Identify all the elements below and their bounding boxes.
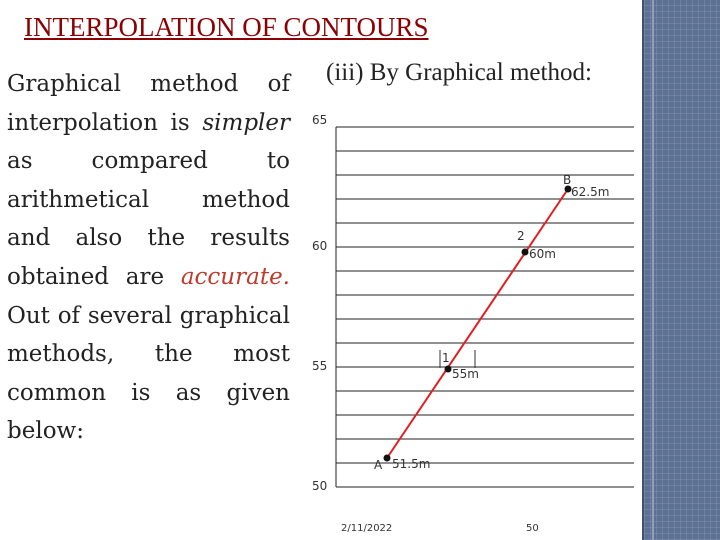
page-number: 50 bbox=[526, 523, 539, 534]
contour-label-65: 65 bbox=[312, 113, 328, 127]
point-b-label: B bbox=[563, 173, 572, 187]
point-a-dot bbox=[384, 455, 391, 462]
diagram-heading: (iii) By Graphical method: bbox=[326, 59, 592, 86]
point-2-dot bbox=[522, 249, 529, 256]
footer-date: 2/11/2022 bbox=[341, 523, 393, 534]
point-1-dot bbox=[445, 366, 452, 373]
body-text-part-2: as compared to arithmetical method and also the results obtained are bbox=[7, 148, 290, 290]
contour-label-55: 55 bbox=[312, 359, 328, 373]
point-1-label: 1 bbox=[442, 351, 450, 365]
emphasis-accurate: accurate. bbox=[180, 263, 290, 290]
point-2-label: 2 bbox=[517, 229, 525, 243]
body-text-part-1: Graphical method of interpolation is bbox=[7, 71, 290, 136]
point-b-value: 62.5m bbox=[571, 185, 610, 199]
slide-title: INTERPOLATION OF CONTOURS bbox=[24, 12, 429, 42]
ruled-grid bbox=[336, 127, 634, 487]
point-a-label: A bbox=[374, 458, 383, 472]
contour-label-50: 50 bbox=[312, 479, 328, 493]
emphasis-simpler: simpler bbox=[202, 109, 290, 136]
contour-label-60: 60 bbox=[312, 239, 328, 253]
body-text-part-3: Out of several graphical methods, the most common is as given below: bbox=[7, 302, 290, 445]
point-2-value: 60m bbox=[529, 247, 556, 261]
point-a-value: 51.5m bbox=[392, 457, 431, 471]
point-1-value: 55m bbox=[452, 367, 479, 381]
line-a-to-b bbox=[387, 189, 568, 458]
